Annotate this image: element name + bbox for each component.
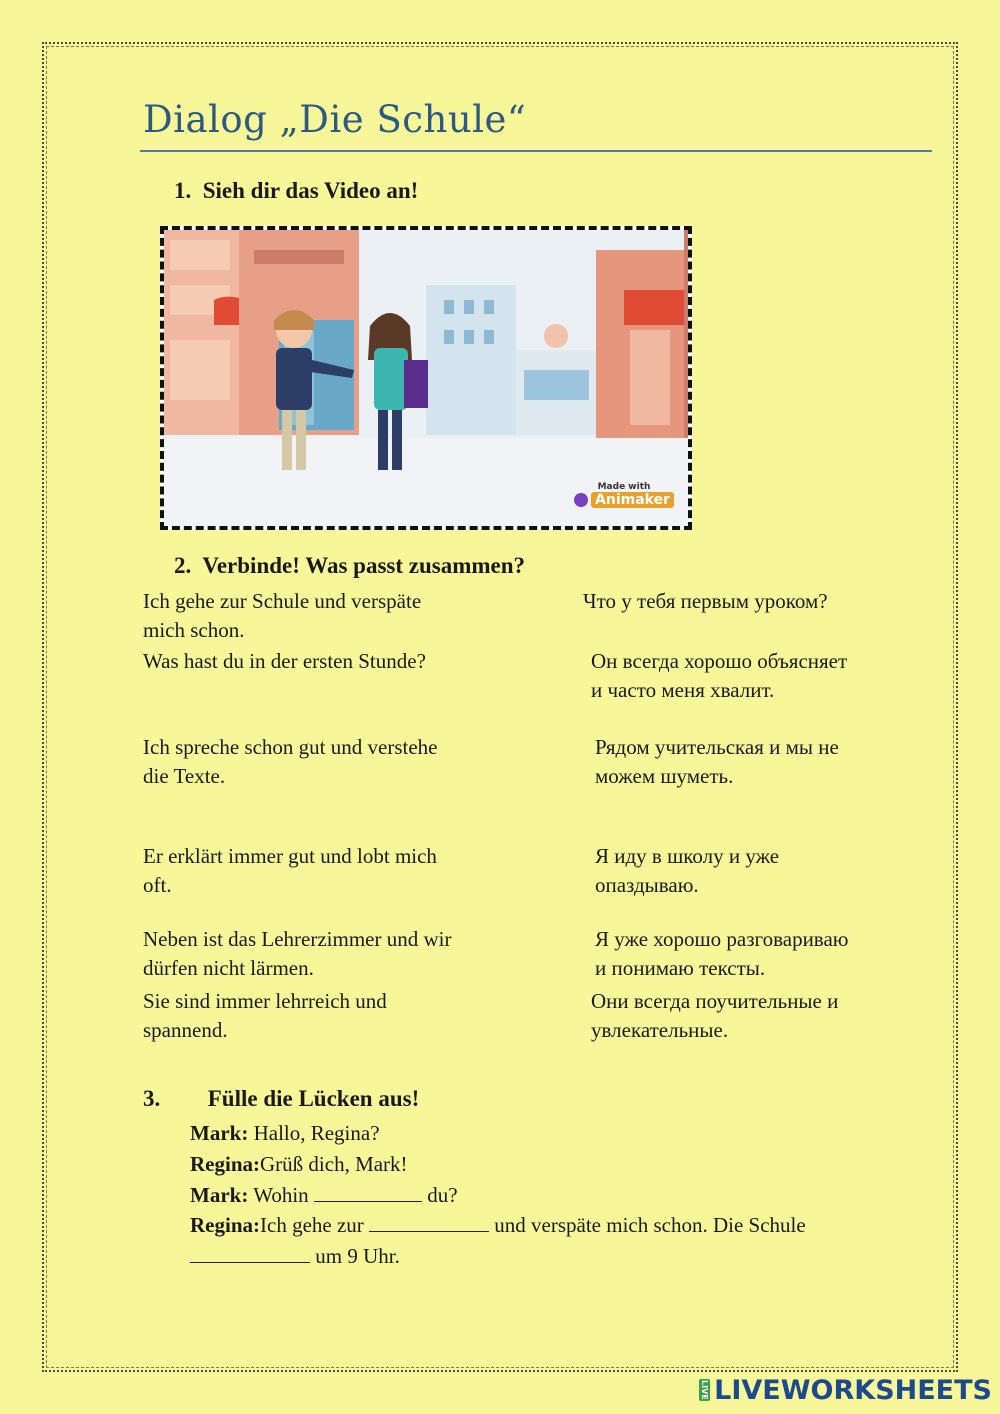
match-right-3[interactable]: Рядом учительская и мы не можем шуметь. — [595, 735, 839, 788]
match-left-4[interactable]: Er erklärt immer gut und lobt mich oft. — [143, 844, 437, 897]
match-left-6[interactable]: Sie sind immer lehrreich und spannend. — [143, 989, 387, 1042]
match-left-2[interactable]: Was hast du in der ersten Stunde? — [143, 649, 426, 673]
task2-label: Verbinde! Was passt zusammen? — [202, 553, 526, 578]
gap-input-1[interactable] — [314, 1181, 422, 1202]
dialog-line-5: um 9 Uhr. — [190, 1241, 400, 1271]
live-badge-icon: LIVE — [700, 1380, 710, 1400]
dialog-line-3: Mark: Wohin du? — [190, 1183, 458, 1207]
gap-input-3[interactable] — [190, 1242, 310, 1263]
match-right-6[interactable]: Они всегда поучительные и увлекательные. — [591, 989, 839, 1042]
speaker-label: Regina: — [190, 1213, 260, 1237]
speaker-label: Regina: — [190, 1152, 260, 1176]
task1-label: Sieh dir das Video an! — [202, 178, 419, 203]
video-player[interactable] — [160, 226, 692, 530]
logo-text: LIVEWORKSHEETS — [714, 1374, 992, 1406]
animaker-watermark: Made with Animaker — [574, 482, 674, 508]
task3-number: 3. — [143, 1086, 161, 1111]
match-left-5[interactable]: Neben ist das Lehrerzimmer und wir dürfen nicht lärmen. — [143, 927, 452, 980]
task1-heading — [174, 178, 418, 204]
page-title: Dialog „Die Schule“ — [143, 98, 527, 141]
dialog-line-4: Regina:Ich gehe zur und verspäte mich schon. Die Schule — [190, 1213, 806, 1237]
task2-heading — [174, 553, 525, 579]
match-right-4[interactable]: Я иду в школу и уже опаздываю. — [595, 844, 780, 897]
match-right-2[interactable]: Он всегда хорошо объясняет и часто меня хвалит. — [591, 649, 848, 702]
speaker-label: Mark: — [190, 1121, 249, 1145]
dialog-line-1: Mark: Hallo, Regina? — [190, 1121, 380, 1145]
task1-number: 1. — [174, 178, 192, 203]
task3-heading — [143, 1086, 419, 1112]
speaker-label: Mark: — [190, 1183, 249, 1207]
task2-number: 2. — [174, 553, 192, 578]
animaker-logo-icon — [574, 493, 588, 507]
task3-label: Fülle die Lücken aus! — [207, 1086, 420, 1111]
title-underline — [140, 150, 932, 152]
dialog-line-2: Regina:Grüß dich, Mark! — [190, 1152, 408, 1176]
match-right-1[interactable]: Что у тебя первым уроком? — [583, 589, 828, 613]
liveworksheets-logo[interactable] — [699, 1372, 992, 1408]
match-left-3[interactable]: Ich spreche schon gut und verstehe die Texte. — [143, 735, 438, 788]
match-right-5[interactable]: Я уже хорошо разговариваю и понимаю тексты. — [595, 927, 849, 980]
match-left-1[interactable]: Ich gehe zur Schule und verspäte mich schon. — [143, 589, 422, 642]
gap-input-2[interactable] — [369, 1211, 489, 1232]
